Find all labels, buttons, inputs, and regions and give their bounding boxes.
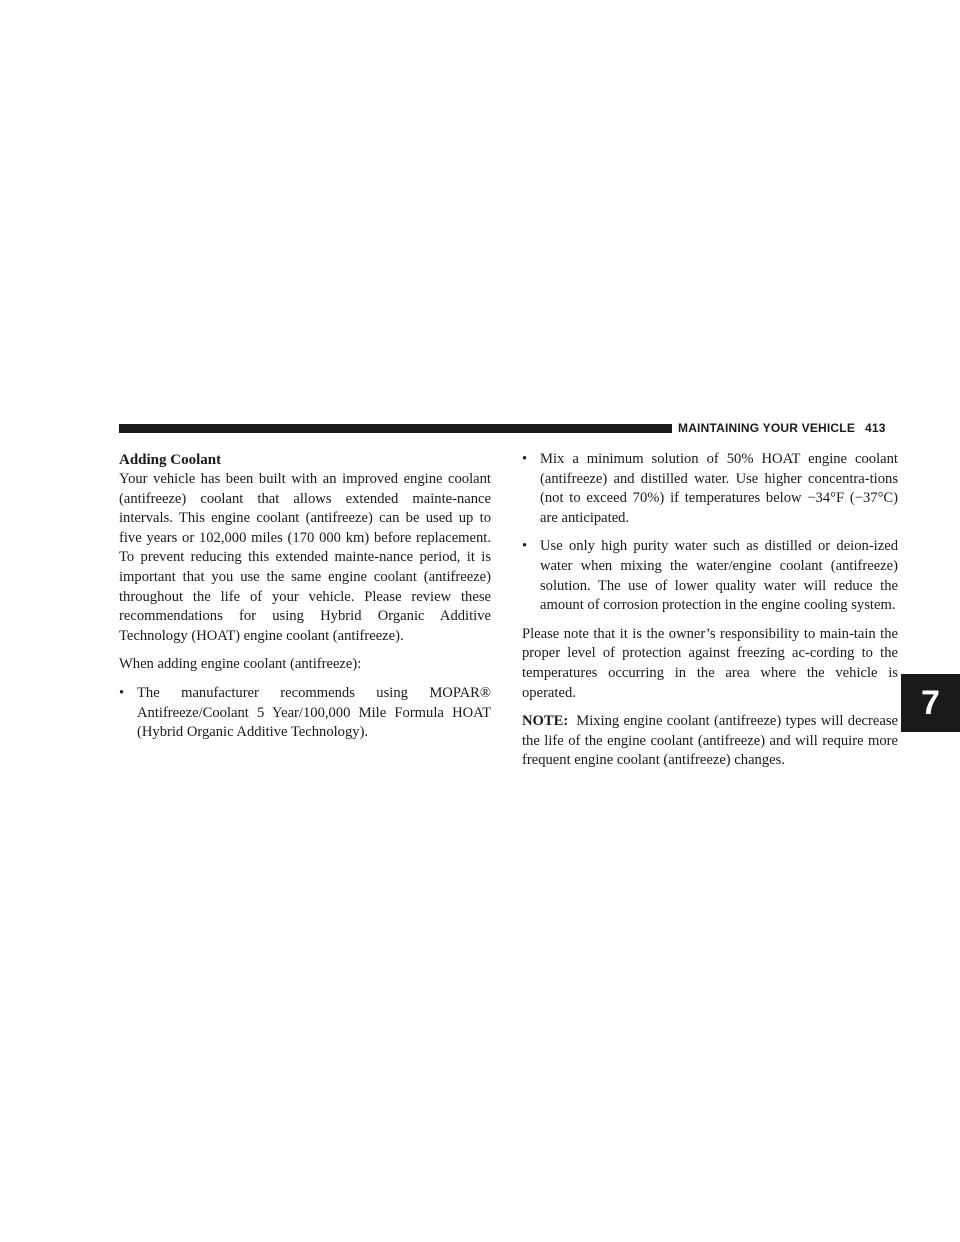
list-item-text: Mix a minimum solution of 50% HOAT engine coolant (antifreeze) and distilled water. Use higher concentra-tions (not to exceed 70%) if temperatures below −34°F (−37°C) are anticipated. — [540, 451, 898, 526]
note-paragraph — [522, 712, 898, 771]
page-number: 413 — [865, 421, 886, 435]
chapter-tab: 7 — [901, 674, 960, 732]
note-text: Mixing engine coolant (antifreeze) types will decrease the life of the engine coolant (antifreeze) and will require more frequent engine coolant (antifreeze) changes. — [522, 713, 898, 769]
note-label: NOTE: — [522, 713, 569, 730]
intro-paragraph: Your vehicle has been built with an improved engine coolant (antifreeze) coolant that allows extended mainte-nance intervals. This engine coolant (antifreeze) can be used up to five years or 102,000 miles (170 000 km) before replacement. To prevent reducing this extended mainte-nance period, it is important that you use the same engine coolant (antifreeze) throughout the life of your vehicle. Please review these recommendations for using Hybrid Organic Additive Technology (HOAT) engine coolant (antifreeze). — [119, 471, 491, 644]
bullet-glyph: • — [119, 684, 125, 701]
section-title: MAINTAINING YOUR VEHICLE — [678, 421, 856, 435]
section-heading: Adding Coolant — [119, 452, 222, 468]
left-column — [119, 450, 491, 752]
adding-coolant-lead: When adding engine coolant (antifreeze): — [119, 656, 362, 673]
responsibility-paragraph: Please note that it is the owner’s responsibility to main-tain the proper level of protection against freezing ac-cording to the temperatures occurring in the area where the vehicle is operated. — [522, 625, 898, 701]
bullet-glyph: • — [522, 451, 528, 467]
list-item — [522, 537, 898, 615]
right-column — [522, 450, 898, 780]
list-item-text: The manufacturer recommends using MOPAR® Antifreeze/Coolant 5 Year/100,000 Mile Formula HOAT (Hybrid Organic Additive Technology). — [137, 684, 491, 741]
running-header — [678, 420, 886, 436]
bullet-glyph: • — [522, 538, 528, 555]
header-rule — [119, 424, 672, 433]
list-item — [119, 684, 491, 743]
list-item — [522, 450, 898, 528]
list-item-text: Use only high purity water such as distilled or deion-ized water when mixing the water/engine coolant (antifreeze) solution. The use of lower quality water will reduce the amount of corrosion protection in the engine cooling system. — [540, 538, 898, 614]
